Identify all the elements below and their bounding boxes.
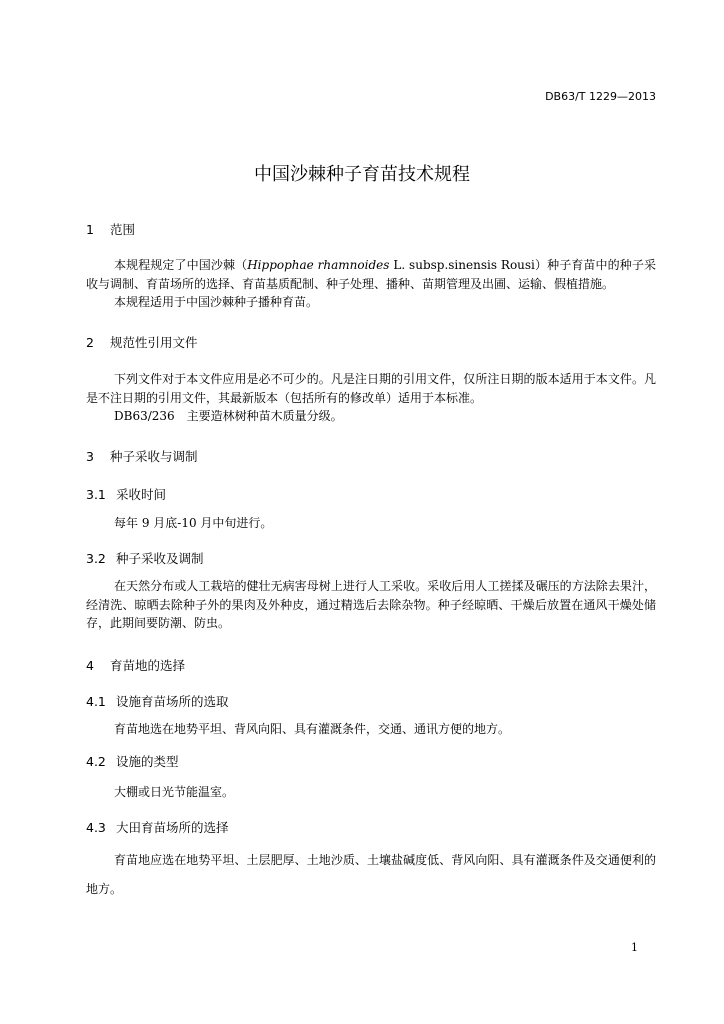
section-title: 育苗地的选择 bbox=[110, 658, 186, 673]
section-2-heading bbox=[86, 333, 198, 351]
section-4-2-heading bbox=[86, 752, 179, 770]
section-number: 4.1 bbox=[86, 694, 106, 709]
section-4-3-heading bbox=[86, 818, 229, 836]
section-1-paragraph-2: 本规程适用于中国沙棘种子播种育苗。 bbox=[114, 295, 319, 309]
paragraph-text: 本规程规定了中国沙棘（ bbox=[114, 258, 248, 272]
section-3-1-paragraph-1: 每年 9 月底-10 月中旬进行。 bbox=[114, 516, 273, 530]
section-3-2-paragraph-1: 在天然分布或人工栽培的健壮无病害母树上进行人工采收。采收后用人工搓揉及碾压的方法除去果汁，经清洗、晾晒去除种子外的果肉及外种皮，通过精选后去除杂物。种子经晾晒、干燥后放置在通风干燥处储存，此期间要防潮、防虫。 bbox=[86, 579, 656, 630]
section-number: 2 bbox=[86, 335, 94, 350]
section-2-paragraph-1: 下列文件对于本文件应用是必不可少的。凡是注日期的引用文件，仅所注日期的版本适用于本文件。凡是不注日期的引用文件，其最新版本（包括所有的修改单）适用于本标准。 bbox=[86, 372, 656, 405]
section-number: 3 bbox=[86, 449, 94, 464]
document-title: 中国沙棘种子育苗技术规程 bbox=[254, 164, 470, 185]
section-title: 种子采收及调制 bbox=[116, 551, 204, 566]
section-1-heading bbox=[86, 220, 135, 238]
section-3-2-heading bbox=[86, 549, 204, 567]
section-title: 种子采收与调制 bbox=[110, 449, 198, 464]
paragraph-text: L. subsp.sinensis Rousi）种子育苗中的种子采收与调制、育苗场所的选择、育苗基质配制、种子处理、播种、苗期管理及出圃、运输、假植措施。 bbox=[86, 258, 656, 291]
section-title: 大田育苗场所的选择 bbox=[116, 820, 229, 835]
section-4-1-paragraph-1: 育苗地选在地势平坦、背风向阳、具有灌溉条件，交通、通讯方便的地方。 bbox=[114, 722, 511, 736]
section-4-1-heading bbox=[86, 692, 229, 710]
section-number: 1 bbox=[86, 222, 94, 237]
latin-name: Hippophae rhamnoides bbox=[247, 258, 390, 272]
section-title: 设施的类型 bbox=[116, 754, 179, 769]
standard-code: DB63/T 1229—2013 bbox=[545, 90, 656, 103]
section-4-3-paragraph-1: 育苗地应选在地势平坦、土层肥厚、土地沙质、土壤盐碱度低、背风向阳、具有灌溉条件及交通便利的地方。 bbox=[86, 853, 656, 896]
section-4-heading bbox=[86, 656, 185, 674]
section-title: 范围 bbox=[110, 222, 136, 237]
section-3-1-heading bbox=[86, 485, 166, 503]
section-number: 4.3 bbox=[86, 820, 106, 835]
section-1-paragraph-1 bbox=[86, 256, 656, 293]
section-2-paragraph-2: DB63/236 主要造林树种苗木质量分级。 bbox=[114, 409, 343, 423]
section-3-heading bbox=[86, 447, 198, 465]
section-title: 规范性引用文件 bbox=[110, 335, 198, 350]
section-number: 4.2 bbox=[86, 754, 106, 769]
page-number: 1 bbox=[631, 941, 638, 954]
section-title: 采收时间 bbox=[116, 487, 167, 502]
section-number: 3.2 bbox=[86, 551, 106, 566]
section-number: 4 bbox=[86, 658, 94, 673]
section-title: 设施育苗场所的选取 bbox=[116, 694, 229, 709]
section-number: 3.1 bbox=[86, 487, 106, 502]
section-4-2-paragraph-1: 大棚或日光节能温室。 bbox=[114, 785, 235, 799]
